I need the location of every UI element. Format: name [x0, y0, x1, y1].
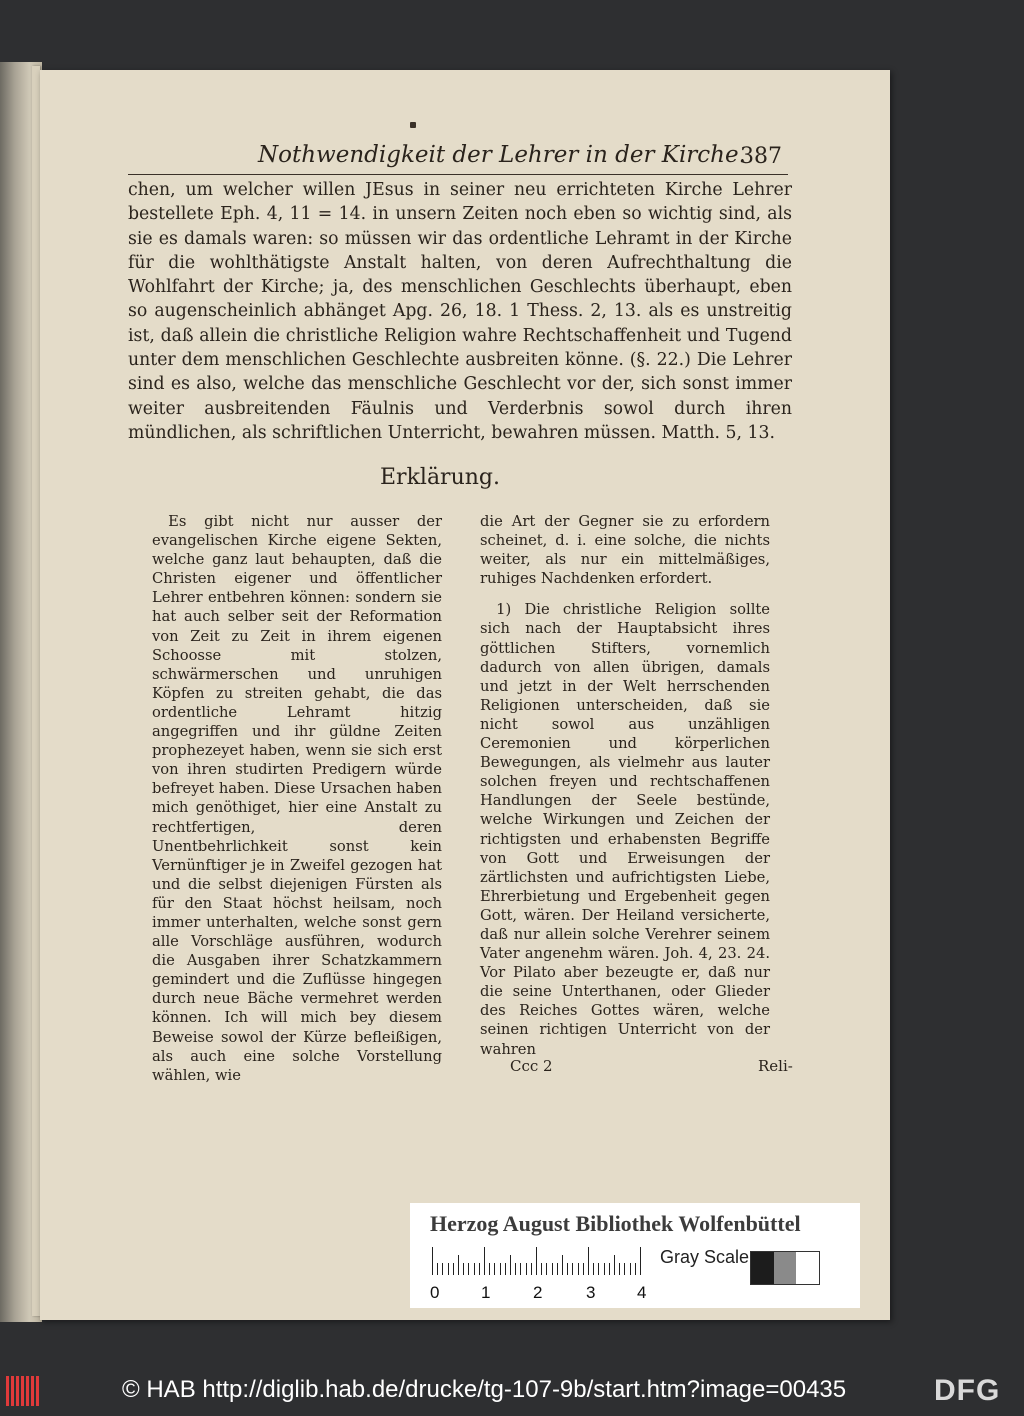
footer-bar [0, 1368, 1024, 1416]
ruler-tick [557, 1263, 558, 1275]
footer-copyright-link[interactable]: © HAB http://diglib.hab.de/drucke/tg-107-9b/start.htm?image=00435 [122, 1376, 847, 1403]
book-page-edge [32, 66, 40, 1316]
ruler-tick [546, 1263, 547, 1275]
ruler-tick [541, 1263, 542, 1275]
ornament-mark [410, 122, 416, 128]
ruler-tick [484, 1247, 485, 1275]
intro-paragraph: chen, um welcher willen JEsus in seiner neu errichteten Kirche Lehrer bestellete Eph. 4, 11 = 14. in unsern Zeiten noch eben so wichtig sind, als sie es damals waren: so müssen wir das ordentliche Lehramt in der Kirche für die wohlthätigste Anstalt halten, von deren Aufrechthaltung die Wohlfahrt der Kirche; ja, des menschlichen Geschlechts überhaupt, eben so augenscheinlich abhänget Apg. 26, 18. 1 Thess. 2, 13. als es unstreitig ist, daß allein die christliche Religion wahre Rechtschaffenheit und Tugend unter dem menschlichen Geschlechte ausbreiten könne. (§. 22.) Die Lehrer sind es also, welche das menschliche Geschlecht vor der, sich sonst immer weiter ausbreitenden Fäulnis und Verderbnis sowol durch ihren mündlichen, als schriftlichen Unterricht, bewahren müssen. Matth. 5, 13. [128, 180, 792, 443]
ruler-tick [448, 1263, 449, 1275]
ruler-tick [552, 1263, 553, 1275]
ruler-tick [505, 1263, 506, 1275]
scanned-page [40, 70, 890, 1320]
ruler-tick [640, 1247, 641, 1275]
ruler-tick [510, 1255, 511, 1275]
ruler-tick [437, 1263, 438, 1275]
dfg-logo: DFG [934, 1374, 1001, 1407]
ruler-tick [526, 1263, 527, 1275]
barcode-stripe [36, 1376, 39, 1406]
barcode-stripe [31, 1376, 34, 1406]
right-column-text-2: 1) Die christliche Religion sollte sich nach der Hauptabsicht ihres göttlichen Stifters, vornemlich dadurch von allen übrigen, damals und jetzt in der Welt herrschenden Religionen unterscheiden, daß sie nicht sowol aus unzähligen Ceremonien und körperlichen Bewegungen, als vielmehr aus lauter solchen freyen und rechtschaffenen Handlungen der Seele bestünde, welche Wirkungen und Zeichen der richtigsten und erhabensten Begriffe von Gott und Erweisungen der zärtlichsten und aufrichtigsten Liebe, Ehrerbietung und Ergebenheit gegen Gott, wären. Der Heiland versicherte, daß nur allein solche Verehrer seinem Vater angenehm wären. Joh. 4, 23. 24. Vor Pilato aber bezeugte er, daß nur die seine Unterthanen, oder Glieder des Reiches Gottes wären, welche seinen richtigen Unterricht von der wahren [480, 601, 770, 1058]
library-name: Herzog August Bibliothek Wolfenbüttel [430, 1211, 801, 1236]
ruler-tick [458, 1255, 459, 1275]
ruler-tick [432, 1247, 433, 1275]
ruler-tick [468, 1263, 469, 1275]
ruler-tick [619, 1263, 620, 1275]
signature-mark: Ccc 2 [510, 1057, 553, 1075]
ruler-tick [578, 1263, 579, 1275]
ruler-tick [630, 1263, 631, 1275]
ruler-tick [453, 1263, 454, 1275]
scale-number: 1 [481, 1283, 491, 1302]
left-column-text: Es gibt nicht nur ausser der evangelischen Kirche eigene Sekten, welche ganz laut behaupten, daß die Christen eigener und öffentlicher Lehrer entbehren können: sondern sie hat auch selber seit der Reformation von Zeit zu Zeit in ihrem eigenen Schoosse mit stolzen, schwärmerschen und unruhigen Köpfen zu streiten gehabt, die das ordentliche Lehramt hitzig angegriffen und ihr güldne Zeiten prophezeyet haben, wenn sie sich erst von ihren studirten Predigern würde befreyet haben. Diese Ursachen haben mich genöthiget, hier eine Anstalt zu rechtfertigen, deren Unentbehrlichkeit sonst kein Vernünftiger je in Zweifel gezogen hat und die selbst diejenigen Fürsten als für den Staat höchst heilsam, noch immer unterhalten, welche sonst gern alle Vorschläge ausführen, wodurch die Ausgaben ihrer Schatzkammern gemindert und die Zuflüsse hingegen durch neue Bäche vermehret werden können. Ich will mich bey diesem Beweise sowol der Kürze befleißigen, als auch eine solche Vorstellung wählen, wie [152, 513, 442, 1084]
gray-swatch [751, 1252, 774, 1284]
ruler-tick [635, 1263, 636, 1275]
barcode-stripe [16, 1376, 19, 1406]
scale-number: 4 [637, 1283, 647, 1302]
page-number: 387 [740, 144, 782, 169]
scale-number: 0 [430, 1283, 440, 1302]
barcode-stripe [26, 1376, 29, 1406]
gray-swatch [774, 1252, 797, 1284]
ruler-tick [474, 1263, 475, 1275]
ruler-tick [583, 1263, 584, 1275]
barcode-stripe [6, 1376, 9, 1406]
ruler-tick [479, 1263, 480, 1275]
barcode-stripe [21, 1376, 24, 1406]
ruler-tick [520, 1263, 521, 1275]
section-heading: Erklärung. [380, 465, 500, 490]
ruler-tick [531, 1263, 532, 1275]
ruler-tick [593, 1263, 594, 1275]
ruler-tick [614, 1255, 615, 1275]
ruler-tick [588, 1247, 589, 1275]
ruler-tick [494, 1263, 495, 1275]
ruler-tick [604, 1263, 605, 1275]
gray-scale-label: Gray Scale [660, 1247, 750, 1267]
ruler-tick [567, 1263, 568, 1275]
ruler-tick [624, 1263, 625, 1275]
scale-number: 2 [533, 1283, 543, 1302]
right-column-text-1: die Art der Gegner sie zu erfordern scheinet, d. i. eine solche, die nichts weiter, als nur ein mittelmäßiges, ruhiges Nachdenken erfordert. [480, 513, 770, 588]
ruler-tick [463, 1263, 464, 1275]
header-rule [128, 174, 788, 175]
ruler-tick [500, 1263, 501, 1275]
ruler-tick [572, 1263, 573, 1275]
measurement-ruler [432, 1247, 648, 1275]
scale-number: 3 [586, 1283, 596, 1302]
ruler-tick [489, 1263, 490, 1275]
barcode-stripe [11, 1376, 14, 1406]
catchword: Reli- [758, 1057, 793, 1075]
ruler-tick [536, 1247, 537, 1275]
ruler-tick [562, 1255, 563, 1275]
gray-scale-swatches [750, 1251, 820, 1285]
running-head: Nothwendigkeit der Lehrer in der Kirche. [258, 142, 746, 168]
ruler-tick [609, 1263, 610, 1275]
ruler-tick [598, 1263, 599, 1275]
ruler-tick [515, 1263, 516, 1275]
ruler-tick [442, 1263, 443, 1275]
color-ruler-card [410, 1203, 860, 1308]
barcode-icon [6, 1376, 40, 1406]
gray-swatch [796, 1252, 819, 1284]
right-column [480, 512, 770, 1059]
left-column [152, 512, 442, 1085]
